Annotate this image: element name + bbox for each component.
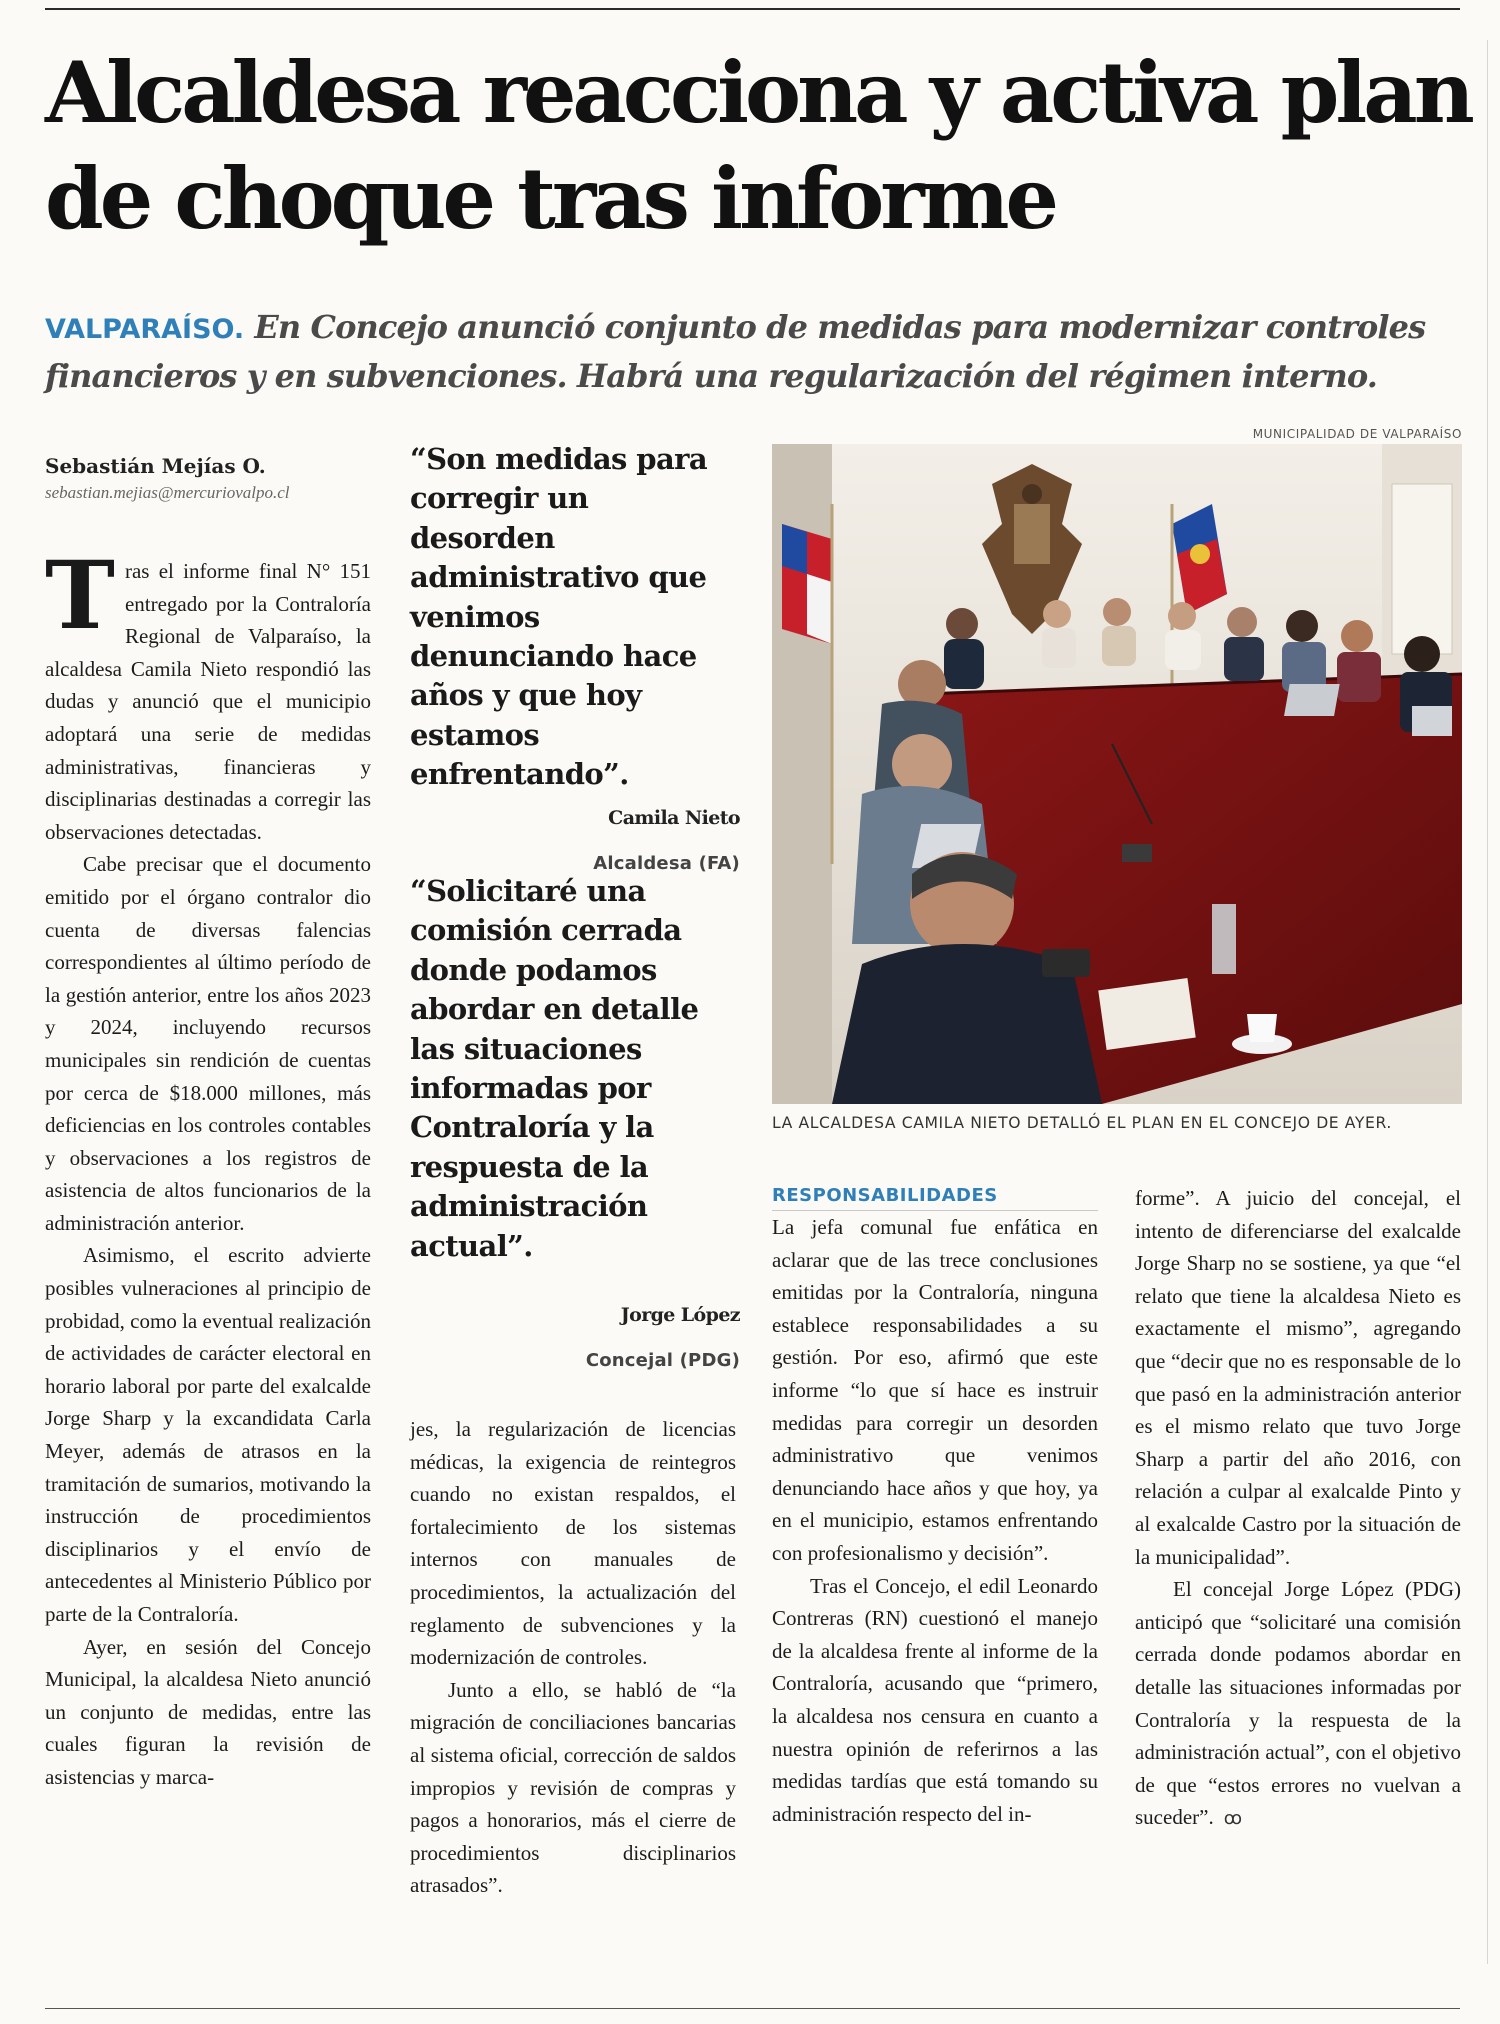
article-paragraph: Junto a ello, se habló de “la migración de conciliaciones bancarias al sistema oficial, corrección de saldos impropios y revisión de compras y pagos a honorarios, más el cierre de procedimientos disciplinarios atrasados”. [410, 1677, 736, 1898]
end-mark-icon: ꝏ [1223, 1808, 1243, 1830]
pull-quote-name: Jorge López [620, 1304, 740, 1327]
pull-quote-lopez [410, 872, 740, 1381]
photo-caption: LA ALCALDESA CAMILA NIETO DETALLÓ EL PLAN EN EL CONCEJO DE AYER. [772, 1114, 1392, 1132]
article-paragraph: Ayer, en sesión del Concejo Municipal, la alcaldesa Nieto anunció un conjunto de medidas, entre las cuales figuran la revisión de asistencias y marca- [45, 1634, 371, 1789]
pull-quote-text: “Solicitaré una comisión cerrada donde podamos abordar en detalle las situaciones informadas por Contraloría y la respuesta de la administración actual”. [410, 874, 699, 1263]
lead-paragraph [45, 304, 1465, 399]
author-name: Sebastián Mejías O. [45, 454, 266, 478]
byline [45, 452, 375, 506]
article-paragraph: Cabe precisar que el documento emitido por el órgano contralor dio cuenta de diversas falencias correspondientes al último período de la gestión anterior, entre los años 2023 y 2024, incluyendo recursos municipales sin rendición de cuentas por cerca de $18.000 millones, más deficiencias en los controles contables y observaciones a los registros de asistencia de altos funcionarios de la administración anterior. [45, 852, 371, 1235]
pull-quote-nieto [410, 440, 740, 883]
article-paragraph: Tras el Concejo, el edil Leonardo Contreras (RN) cuestionó el manejo de la alcaldesa frente al informe de la Contraloría, acusando que “primero, la alcaldesa nos censura en cuanto a nuestra opinión de referirnos a las medidas tardías que está tomando su administración respecto del in- [772, 1573, 1098, 1826]
right-margin-rule [1487, 40, 1488, 1964]
article-paragraph: Tras el informe final N° 151 entregado por la Contraloría Regional de Valparaíso, la alcaldesa Camila Nieto respondió las dudas y anunció que el municipio adoptará una serie de medidas administrativas, financieras y disciplinarias destinadas a corregir las observaciones detectadas. [45, 541, 371, 844]
pull-quote-text: “Son medidas para corregir un desorden administrativo que venimos denunciando hace años y que hoy estamos enfrentando”. [410, 442, 708, 792]
article-column-3 [772, 1182, 1098, 1830]
photo-credit: MUNICIPALIDAD DE VALPARAÍSO [1252, 427, 1462, 441]
lead-place: VALPARAÍSO. [45, 314, 245, 345]
article-paragraph: forme”. A juicio del concejal, el intento de diferenciarse del exalcalde Jorge Sharp no se sostiene, ya que “el relato que tiene la alcaldesa Nieto es exactamente el mismo”, agregando que “decir que no es responsable de lo que pasó en la administración anterior es el mismo relato que tuvo Jorge Sharp a partir del año 2016, con relación a culpar al exalcalde Pinto y al exalcalde Castro por la situación de la municipalidad”. [1135, 1186, 1461, 1569]
section-subhead: RESPONSABILIDADES [772, 1182, 1098, 1211]
article-column-4 [1135, 1182, 1461, 1836]
council-meeting-illustration [772, 444, 1462, 1104]
pull-quote-role: Alcaldesa (FA) [593, 853, 740, 875]
article-paragraph: El concejal Jorge López (PDG) anticipó que “solicitaré una comisión cerrada donde podamos abordar en detalle las situaciones informadas por Contraloría y la respuesta de la administración actual”, con el objetivo de que “estos errores no vuelvan a suceder”. ꝏ [1135, 1577, 1461, 1830]
top-rule [45, 8, 1460, 10]
article-paragraph: jes, la regularización de licencias médicas, la exigencia de reintegros cuando no existan respaldos, el fortalecimiento de los sistemas internos con manuales de procedimientos, la actualización del reglamento de subvenciones y la modernización de controles. [410, 1417, 736, 1670]
pull-quote-role: Concejal (PDG) [585, 1350, 740, 1372]
article-paragraph: La jefa comunal fue enfática en aclarar que de las trece conclusiones emitidas por la Contraloría, ninguna establece responsabilidades a su gestión. Por eso, afirmó que este informe “lo que sí hace es instruir medidas para corregir un desorden administrativo que venimos denunciando hace años y que hoy, ya en el municipio, estamos enfrentando con profesionalismo y decisión”. [772, 1215, 1098, 1565]
council-meeting-photo [772, 444, 1462, 1104]
article-column-1 [45, 541, 371, 1794]
bottom-rule [45, 2008, 1460, 2009]
pull-quote-name: Camila Nieto [608, 806, 740, 829]
headline: Alcaldesa reacciona y activa plan de choque tras informe [45, 43, 1471, 248]
article-column-2 [410, 1413, 736, 1902]
dropcap: T [45, 541, 115, 651]
author-email[interactable]: sebastian.mejias@mercuriovalpo.cl [45, 483, 290, 502]
lead-text: En Concejo anunció conjunto de medidas para modernizar controles financieros y en subvenciones. Habrá una regularización del régimen interno. [45, 308, 1426, 395]
article-paragraph: Asimismo, el escrito advierte posibles vulneraciones al principio de probidad, como la eventual realización de actividades de carácter electoral en horario laboral por parte del exalcalde Jorge Sharp y la excandidata Carla Meyer, además de atrasos en la tramitación de sumarios, motivando la instrucción de procedimientos disciplinarios y el envío de antecedentes al Ministerio Público por parte de la Contraloría. [45, 1243, 371, 1626]
